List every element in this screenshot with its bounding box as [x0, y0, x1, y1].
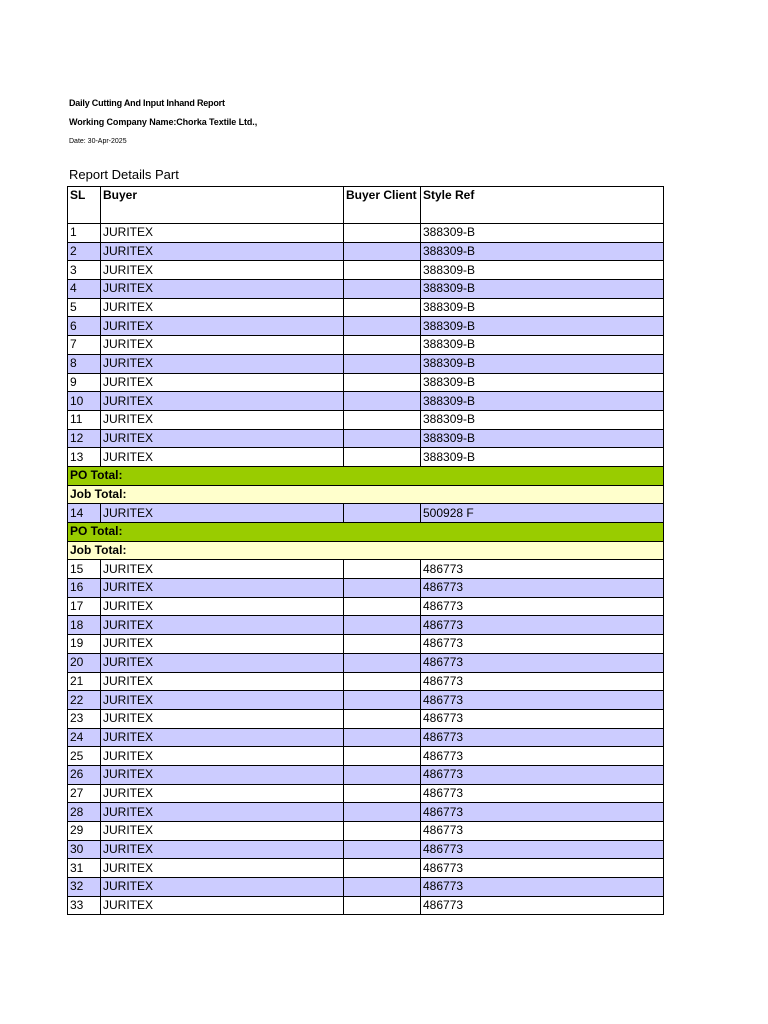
cell-buyer-client — [344, 635, 421, 654]
cell-buyer-client — [344, 504, 421, 523]
cell-sl: 14 — [68, 504, 101, 523]
cell-sl: 5 — [68, 298, 101, 317]
cell-sl: 16 — [68, 579, 101, 598]
cell-style-ref: 486773 — [421, 597, 664, 616]
table-row — [68, 261, 664, 280]
cell-buyer-client — [344, 429, 421, 448]
table-row — [68, 280, 664, 299]
table-row — [68, 747, 664, 766]
header-style-ref: Style Ref — [421, 187, 664, 224]
cell-style-ref: 388309-B — [421, 280, 664, 299]
cell-style-ref: 486773 — [421, 672, 664, 691]
table-row — [68, 672, 664, 691]
cell-style-ref: 388309-B — [421, 317, 664, 336]
cell-style-ref: 388309-B — [421, 448, 664, 467]
cell-buyer: JURITEX — [101, 410, 344, 429]
cell-buyer: JURITEX — [101, 373, 344, 392]
cell-sl: 27 — [68, 784, 101, 803]
table-row — [68, 840, 664, 859]
cell-buyer-client — [344, 616, 421, 635]
cell-buyer-client — [344, 784, 421, 803]
cell-sl: 2 — [68, 242, 101, 261]
cell-style-ref: 500928 F — [421, 504, 664, 523]
cell-buyer: JURITEX — [101, 616, 344, 635]
cell-sl: 33 — [68, 896, 101, 915]
cell-buyer-client — [344, 560, 421, 579]
cell-buyer-client — [344, 728, 421, 747]
cell-sl: 9 — [68, 373, 101, 392]
cell-buyer-client — [344, 224, 421, 243]
cell-sl: 20 — [68, 653, 101, 672]
cell-sl: 19 — [68, 635, 101, 654]
cell-buyer-client — [344, 242, 421, 261]
cell-buyer-client — [344, 859, 421, 878]
table-row — [68, 579, 664, 598]
job-total-label: Job Total: — [68, 485, 664, 504]
cell-sl: 12 — [68, 429, 101, 448]
cell-buyer-client — [344, 840, 421, 859]
cell-buyer: JURITEX — [101, 672, 344, 691]
cell-style-ref: 486773 — [421, 616, 664, 635]
cell-buyer: JURITEX — [101, 354, 344, 373]
cell-style-ref: 388309-B — [421, 261, 664, 280]
table-row — [68, 635, 664, 654]
cell-sl: 1 — [68, 224, 101, 243]
cell-style-ref: 486773 — [421, 653, 664, 672]
cell-buyer-client — [344, 765, 421, 784]
cell-buyer: JURITEX — [101, 747, 344, 766]
cell-buyer-client — [344, 597, 421, 616]
cell-buyer: JURITEX — [101, 392, 344, 411]
report-title: Daily Cutting And Input Inhand Report — [69, 98, 225, 108]
cell-buyer: JURITEX — [101, 840, 344, 859]
cell-sl: 26 — [68, 765, 101, 784]
cell-sl: 22 — [68, 691, 101, 710]
cell-style-ref: 486773 — [421, 560, 664, 579]
cell-buyer-client — [344, 691, 421, 710]
cell-sl: 24 — [68, 728, 101, 747]
cell-sl: 31 — [68, 859, 101, 878]
table-row — [68, 597, 664, 616]
po-total-row — [68, 523, 664, 542]
cell-buyer: JURITEX — [101, 728, 344, 747]
cell-style-ref: 388309-B — [421, 224, 664, 243]
cell-sl: 17 — [68, 597, 101, 616]
table-body — [68, 224, 664, 915]
table-row — [68, 653, 664, 672]
cell-style-ref: 388309-B — [421, 392, 664, 411]
table-row — [68, 242, 664, 261]
cell-buyer: JURITEX — [101, 448, 344, 467]
table-row — [68, 709, 664, 728]
cell-buyer-client — [344, 747, 421, 766]
cell-buyer: JURITEX — [101, 653, 344, 672]
cell-buyer: JURITEX — [101, 859, 344, 878]
job-total-label: Job Total: — [68, 541, 664, 560]
cell-sl: 13 — [68, 448, 101, 467]
cell-buyer-client — [344, 579, 421, 598]
cell-buyer: JURITEX — [101, 298, 344, 317]
cell-buyer: JURITEX — [101, 765, 344, 784]
report-table — [67, 186, 664, 915]
cell-style-ref: 388309-B — [421, 242, 664, 261]
report-date: Date: 30-Apr-2025 — [69, 138, 127, 145]
cell-buyer-client — [344, 410, 421, 429]
table-row — [68, 859, 664, 878]
cell-sl: 18 — [68, 616, 101, 635]
cell-sl: 6 — [68, 317, 101, 336]
cell-buyer-client — [344, 298, 421, 317]
po-total-label: PO Total: — [68, 523, 664, 542]
cell-buyer: JURITEX — [101, 504, 344, 523]
table-row — [68, 298, 664, 317]
cell-style-ref: 388309-B — [421, 410, 664, 429]
table-header-row — [68, 187, 664, 224]
cell-sl: 30 — [68, 840, 101, 859]
cell-buyer: JURITEX — [101, 579, 344, 598]
table-row — [68, 784, 664, 803]
cell-buyer-client — [344, 280, 421, 299]
cell-buyer-client — [344, 336, 421, 355]
job-total-row — [68, 485, 664, 504]
cell-style-ref: 388309-B — [421, 354, 664, 373]
job-total-row — [68, 541, 664, 560]
cell-buyer-client — [344, 448, 421, 467]
cell-sl: 32 — [68, 878, 101, 897]
cell-buyer: JURITEX — [101, 896, 344, 915]
cell-buyer-client — [344, 878, 421, 897]
cell-buyer: JURITEX — [101, 261, 344, 280]
table-row — [68, 803, 664, 822]
cell-style-ref: 486773 — [421, 896, 664, 915]
cell-buyer-client — [344, 709, 421, 728]
cell-style-ref: 486773 — [421, 859, 664, 878]
table-row — [68, 392, 664, 411]
cell-buyer: JURITEX — [101, 597, 344, 616]
cell-sl: 29 — [68, 822, 101, 841]
cell-buyer-client — [344, 261, 421, 280]
header-buyer-client: Buyer Client — [344, 187, 421, 224]
cell-buyer: JURITEX — [101, 691, 344, 710]
table-row — [68, 336, 664, 355]
cell-style-ref: 388309-B — [421, 373, 664, 392]
po-total-row — [68, 466, 664, 485]
cell-style-ref: 486773 — [421, 747, 664, 766]
table-row — [68, 896, 664, 915]
cell-style-ref: 486773 — [421, 840, 664, 859]
cell-style-ref: 388309-B — [421, 298, 664, 317]
cell-buyer-client — [344, 653, 421, 672]
table-row — [68, 429, 664, 448]
cell-style-ref: 486773 — [421, 709, 664, 728]
cell-sl: 28 — [68, 803, 101, 822]
cell-sl: 7 — [68, 336, 101, 355]
cell-buyer: JURITEX — [101, 803, 344, 822]
header-buyer: Buyer — [101, 187, 344, 224]
cell-sl: 21 — [68, 672, 101, 691]
cell-sl: 11 — [68, 410, 101, 429]
table-row — [68, 224, 664, 243]
table-row — [68, 765, 664, 784]
cell-buyer-client — [344, 803, 421, 822]
cell-sl: 25 — [68, 747, 101, 766]
cell-style-ref: 486773 — [421, 878, 664, 897]
cell-style-ref: 486773 — [421, 579, 664, 598]
cell-sl: 8 — [68, 354, 101, 373]
table-row — [68, 317, 664, 336]
cell-style-ref: 388309-B — [421, 429, 664, 448]
cell-buyer: JURITEX — [101, 635, 344, 654]
cell-buyer: JURITEX — [101, 429, 344, 448]
cell-buyer-client — [344, 822, 421, 841]
cell-sl: 4 — [68, 280, 101, 299]
cell-buyer: JURITEX — [101, 878, 344, 897]
table-row — [68, 822, 664, 841]
table-row — [68, 878, 664, 897]
cell-style-ref: 486773 — [421, 765, 664, 784]
cell-buyer: JURITEX — [101, 317, 344, 336]
cell-style-ref: 486773 — [421, 784, 664, 803]
cell-style-ref: 486773 — [421, 635, 664, 654]
cell-buyer: JURITEX — [101, 822, 344, 841]
cell-buyer-client — [344, 896, 421, 915]
cell-buyer: JURITEX — [101, 224, 344, 243]
table-row — [68, 504, 664, 523]
cell-style-ref: 486773 — [421, 728, 664, 747]
cell-buyer: JURITEX — [101, 784, 344, 803]
cell-style-ref: 486773 — [421, 803, 664, 822]
cell-style-ref: 486773 — [421, 822, 664, 841]
cell-buyer-client — [344, 373, 421, 392]
cell-buyer-client — [344, 672, 421, 691]
table-row — [68, 448, 664, 467]
cell-buyer: JURITEX — [101, 336, 344, 355]
table-row — [68, 354, 664, 373]
cell-buyer: JURITEX — [101, 560, 344, 579]
po-total-label: PO Total: — [68, 466, 664, 485]
cell-sl: 15 — [68, 560, 101, 579]
table-row — [68, 410, 664, 429]
cell-sl: 10 — [68, 392, 101, 411]
company-name: Working Company Name:Chorka Textile Ltd., — [69, 117, 258, 127]
cell-buyer: JURITEX — [101, 709, 344, 728]
cell-buyer: JURITEX — [101, 242, 344, 261]
table-row — [68, 616, 664, 635]
header-sl: SL — [68, 187, 101, 224]
cell-style-ref: 388309-B — [421, 336, 664, 355]
table-row — [68, 728, 664, 747]
cell-buyer-client — [344, 354, 421, 373]
table-row — [68, 691, 664, 710]
table-row — [68, 373, 664, 392]
cell-style-ref: 486773 — [421, 691, 664, 710]
cell-buyer: JURITEX — [101, 280, 344, 299]
cell-sl: 3 — [68, 261, 101, 280]
table-row — [68, 560, 664, 579]
cell-buyer-client — [344, 392, 421, 411]
cell-sl: 23 — [68, 709, 101, 728]
section-title: Report Details Part — [69, 167, 179, 182]
cell-buyer-client — [344, 317, 421, 336]
